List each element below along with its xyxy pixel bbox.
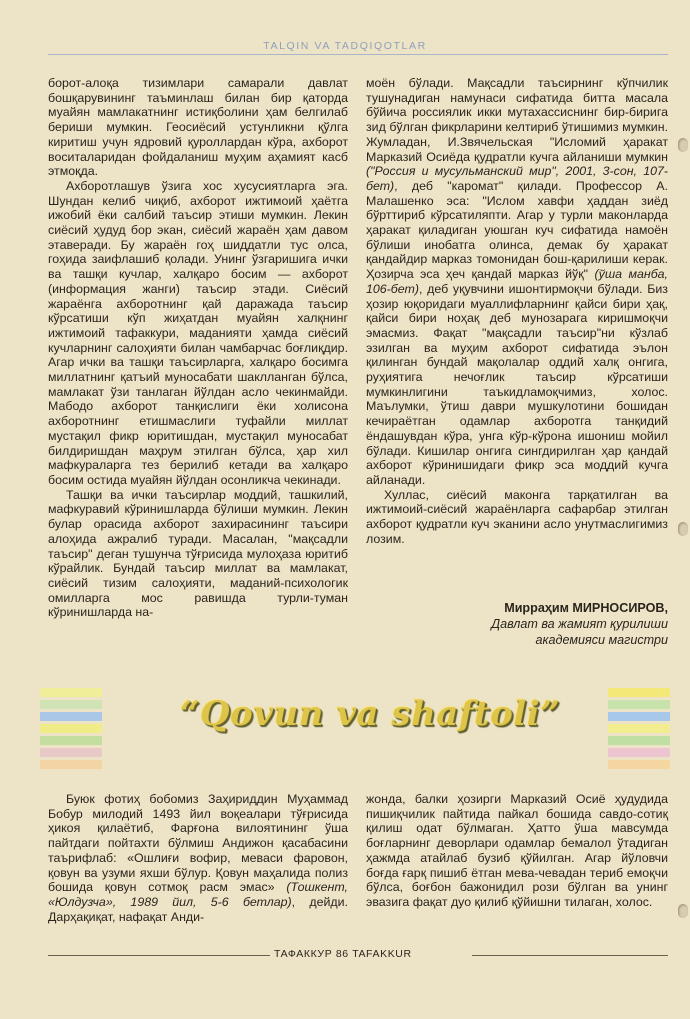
author-byline [366, 600, 668, 648]
author-position: академияси магистри [535, 633, 668, 647]
paragraph: борот-алоқа тизимлари самарали давлат бошқарувининг таъминлаш билан бир қаторда муайян мамлакатнинг истиқболини ҳам белгилаб бериши мумкин. Геосиёсий устунликни қўлга киритиш учун ядровий қуроллардан кўра, ахборот воситаларидан фойдаланиш муҳим аҳамият касб этмоқда. [48, 76, 348, 179]
stripe [608, 736, 670, 745]
stripe [608, 724, 670, 733]
stripe [40, 712, 102, 721]
text-run: , дейди. Дарҳақиқат, нафақат Анди- [48, 894, 348, 924]
citation: (ўша манба, 106-бет) [366, 267, 668, 296]
footer-text: ТАФАККУР 86 TAFAKKUR [274, 948, 412, 960]
binding-hole [678, 138, 688, 152]
banner-title: “Qovun va shaftoli” [179, 694, 561, 734]
citation: ("Россия и мусульманский мир", 2001, 3-сон, 107-бет) [366, 164, 668, 193]
author-position: Давлат ва жамият қурилиши [491, 617, 668, 631]
article-column-3 [48, 792, 348, 924]
paragraph [48, 792, 348, 924]
footer-rule [48, 955, 270, 956]
text-run: моён бўлади. Мақсадли таъсирнинг кўпчилик тушунадиган намунаси сифатида битта масала бўйича россиялик икки мутахассиснинг бир-бирига зид бўлган фикрларини келтириб ўтишимиз мумкин. Жумладан, И.Звячельская "Исломий ҳаракат Марказий Осиёда қудратли кучга айланиши мумкин [366, 76, 668, 164]
decorative-stripes [608, 688, 670, 772]
stripe [608, 760, 670, 769]
stripe [608, 748, 670, 757]
stripe [40, 736, 102, 745]
stripe [40, 688, 102, 697]
footer-rule [472, 955, 668, 956]
stripe [608, 700, 670, 709]
author-name: Мирраҳим МИРНОСИРОВ, [504, 601, 668, 615]
paragraph: Ахборотлашув ўзига хос хусусиятларга эга. Шундан келиб чиқиб, ахборот ижтимоий ҳаётга ижобий ёки салбий таъсир этиши мумкин. Лекин сиёсий ҳудуд бор экан, сиёсий жараён ҳам давом этаверади. Бу жараён гоҳ шиддатли тус олса, гоҳида заифлашиб қолади. Унинг ўзгаришига ички ва ташқи кучлар, халқаро босим — ахборот (информация жанги) таъсир этади. Сиёсий жараёнга ахборотнинг қай даражада таъсир кўрсатиши кўп жиҳатдан муайян халқнинг ижтимоий тафаккури, маданияти ҳамда сиёсий кучларнинг салоҳияти билан чамбарчас боғлиқдир. Агар ички ва ташқи таъсирларга, халқаро босимга миллатнинг қатъий муносабати шаклланган бўлса, мамлакат ўзи танлаган йўлдан асло чекинмайди. Мабодо ахборот танқислиги ёки холисона ахборотнинг етишмаслиги туфайли миллат мустақил фикр юритишдан, мустақил муносабат билдиришдан маҳрум этилган бўлса, ҳар хил мафкураларга тез берилиб кетади ва халқаро босим остида муайян йўлдан осонликча чекинади. [48, 178, 348, 487]
stripe [40, 760, 102, 769]
stripe [40, 700, 102, 709]
binding-hole [678, 904, 688, 918]
stripe [40, 748, 102, 757]
decorative-stripes [40, 688, 102, 772]
section-banner [40, 684, 670, 778]
article-column-4 [366, 792, 668, 910]
header-rule [48, 54, 668, 55]
article-column-2 [366, 76, 668, 547]
paragraph: жонда, балки ҳозирги Марказий Осиё ҳудудида пишиқчилик пайтида пайкал бошида савдо-сотиқ қилиш одат бўлмаган. Ҳатто ўша мавсумда боғларнинг деворлари одамлар бемалол ўтадиган ҳажмда атайлаб бузиб қўйилган. Агар йўловчи боғда ғарқ пишиб ётган мева-чевадан териб емоқчи бўлса, боғбон бажонидил рози бўлган ва унинг эвазига фақат дуо қилиб қўйишни тилаган, холос. [366, 792, 668, 909]
citation: (Тошкент, «Юлдузча», 1989 йил, 5-6 бетлар) [48, 880, 348, 909]
stripe [608, 712, 670, 721]
page-footer [48, 948, 668, 962]
text-run: , деб уқувчини ишонтирмоқчи бўлади. Биз ҳозир юқоридаги муаллифларнинг қайси бири ҳақ, қайси бири ноҳақ деб мунозарага киришмоқчи эмасмиз. Фақат "мақсадли таъсир"ни кўзлаб эзилган ва муҳим ахборот сифатида эълон қилинган бундай мақолалар оддий халқ онгига, руҳиятига нечоғлик таъсир кўрсатиши мумкинлигини таъкидламоқчимиз, холос. Маълумки, ўтиш даври мушкулотини бошидан кечираётган одамлар ахборотга танқидий ёндашувдан кўра, унга кўр-кўрона ишониш мойил бўлади. Кишилар онгига сингдирилган ҳар қандай ахборот кўринишидаги фикр эса моддий кучга айланади. [366, 281, 668, 487]
paragraph [366, 76, 668, 488]
text-run: Буюк фотиҳ бобомиз Заҳириддин Муҳаммад Бобур милодий 1493 йил воқеалари тўғрисида ҳикоя қилаётиб, Фарғона вилоятининг ўша пайтдаги пойтахти бўлмиш Андижон қасабасини таърифлаб: «Ошлиғи вофир, меваси фаровон, қовун ва узуми яхши бўлур. Қовун маҳалида полиз бошида қовун сотмоқ расм эмас» [48, 792, 348, 895]
binding-hole [678, 522, 688, 536]
stripe [608, 688, 670, 697]
article-column-1 [48, 76, 348, 620]
paragraph: Хуллас, сиёсий маконга тарқатилган ва ижтимоий-сиёсий жараёнларга сафарбар этилган ахборот қудратли куч эканини асло унутмаслигимиз лозим. [366, 487, 668, 546]
text-run: , деб "каромат" қилади. Профессор А. Малашенко эса: "Ислом хавфи ҳаддан зиёд бўрттириб кўрсатиляпти. Агар у турли маконларда ҳаракат қиладиган уюшган куч сифатида намоён бўлиши инобатга олинса, демак бу ҳаракат қандайдир марказ томонидан бош-қарилиши керак. Ҳозирча эса ҳеч қандай марказ йўқ" [366, 178, 668, 282]
running-head: TALQIN VA TADQIQOTLAR [263, 40, 427, 52]
stripe [40, 724, 102, 733]
paragraph: Ташқи ва ички таъсирлар моддий, ташкилий, мафкуравий кўринишларда бўлиши мумкин. Лекин булар орасида ахборот захирасининг таъсири алоҳида ажралиб туради. Масалан, "мақсадли таъсир" деган тушунча тўғрисида мулоҳаза юритиб кўрайлик. Бундай таъсир миллат ва мамлакат, сиёсий тизим салоҳияти, маданий-психологик омилларга мос равишда турли-туман кўринишларда на- [48, 487, 348, 620]
